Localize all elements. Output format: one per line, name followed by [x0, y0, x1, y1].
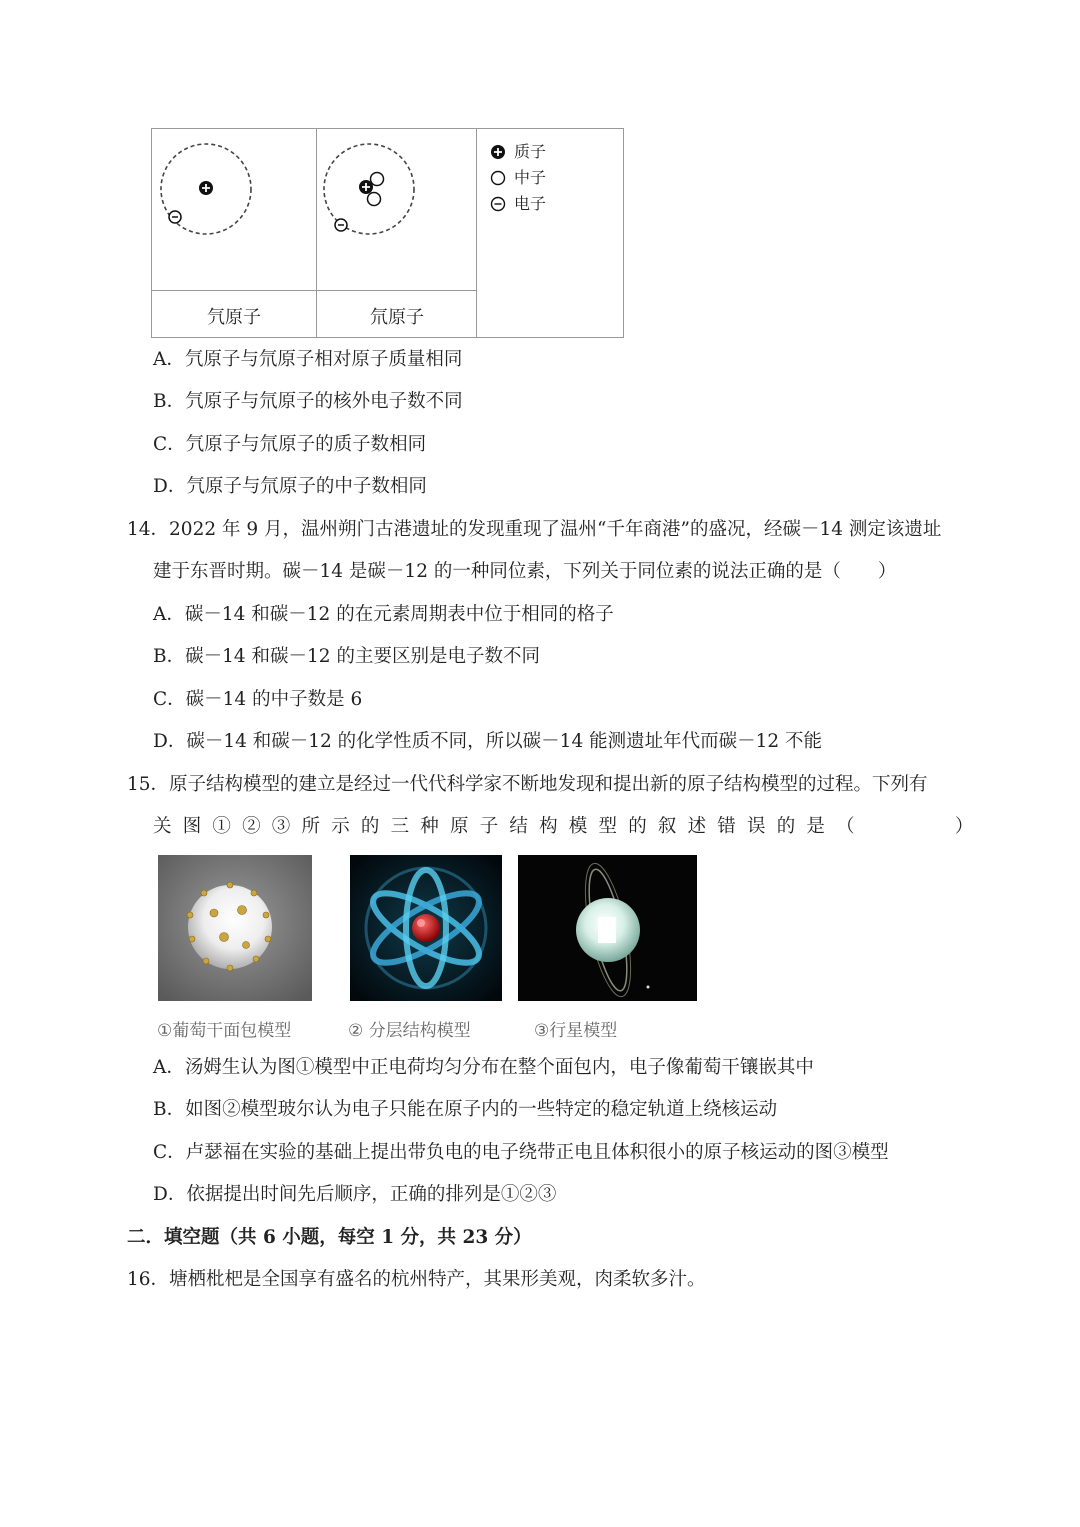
caption-planetary-model: ③行星模型: [534, 1021, 618, 1041]
q15-stem-line1: 15．原子结构模型的建立是经过一代代科学家不断地发现和提出新的原子结构模型的过程。下列有: [127, 774, 928, 795]
q13-option-a: A．氕原子与氘原子相对原子质量相同: [153, 349, 463, 370]
q14-option-a: A．碳－14 和碳－12 的在元素周期表中位于相同的格子: [153, 604, 614, 625]
caption-bohr-model: ② 分层结构模型: [348, 1021, 471, 1041]
atom-legend: [490, 139, 546, 217]
q14-option-c: C．碳－14 的中子数是 6: [153, 689, 363, 710]
q14-option-d: D．碳－14 和碳－12 的化学性质不同，所以碳－14 能测遗址年代而碳－12 不能: [153, 731, 823, 752]
q14-stem-line2: 建于东晋时期。碳－14 是碳－12 的一种同位素，下列关于同位素的说法正确的是（ ）: [153, 561, 897, 582]
hydrogen-atom-diagram: [152, 129, 316, 289]
plum-pudding-model-image: [158, 855, 312, 1001]
bohr-shell-model-image: [350, 855, 502, 1001]
legend-label: 中子: [514, 168, 547, 187]
neutron-icon: [368, 193, 381, 206]
proton-icon: [199, 181, 213, 195]
legend-label: 质子: [514, 142, 547, 161]
q14-stem-line1: 14．2022 年 9 月，温州朔门古港遗址的发现重现了温州“千年商港”的盛况，经碳－14 测定该遗址: [127, 519, 942, 540]
q13-option-c: C．氕原子与氘原子的质子数相同: [153, 434, 427, 455]
hydrogen-atom-label: 氕原子: [207, 307, 261, 328]
planetary-model-image: [518, 855, 697, 1001]
q13-option-b: B．氕原子与氘原子的核外电子数不同: [153, 391, 463, 412]
deuterium-atom-label: 氘原子: [370, 307, 424, 328]
legend-label: 电子: [514, 194, 547, 213]
q13-option-d: D．氕原子与氘原子的中子数相同: [153, 476, 427, 497]
table-divider: [152, 290, 476, 291]
q15-option-d: D．依据提出时间先后顺序，正确的排列是①②③: [153, 1184, 557, 1205]
q16-stem: 16．塘栖枇杷是全国享有盛名的杭州特产，其果形美观，肉柔软多汁。: [127, 1269, 706, 1290]
neutron-icon: [490, 170, 506, 186]
legend-item-proton: [490, 139, 546, 165]
section-heading: 二．填空题（共 6 小题，每空 1 分，共 23 分）: [127, 1227, 532, 1248]
legend-item-neutron: [490, 165, 546, 191]
caption-plum-pudding: ①葡萄干面包模型: [157, 1021, 292, 1041]
q15-stem-line2: 关图①②③所示的三种原子结构模型的叙述错误的是（ ）: [153, 816, 985, 837]
legend-item-electron: [490, 191, 546, 217]
atom-figure-table: [151, 128, 624, 338]
q15-option-c: C．卢瑟福在实验的基础上提出带负电的电子绕带正电且体积很小的原子核运动的图③模型: [153, 1142, 889, 1163]
electron-icon: [169, 211, 181, 223]
q15-option-a: A．汤姆生认为图①模型中正电荷均匀分布在整个面包内，电子像葡萄干镶嵌其中: [153, 1057, 814, 1078]
deuterium-atom-diagram: [317, 129, 477, 289]
electron-icon: [335, 219, 347, 231]
electron-icon: [490, 196, 506, 212]
q15-option-b: B．如图②模型玻尔认为电子只能在原子内的一些特定的稳定轨道上绕核运动: [153, 1099, 778, 1120]
proton-icon: [490, 144, 506, 160]
neutron-icon: [371, 173, 384, 186]
q14-option-b: B．碳－14 和碳－12 的主要区别是电子数不同: [153, 646, 540, 667]
